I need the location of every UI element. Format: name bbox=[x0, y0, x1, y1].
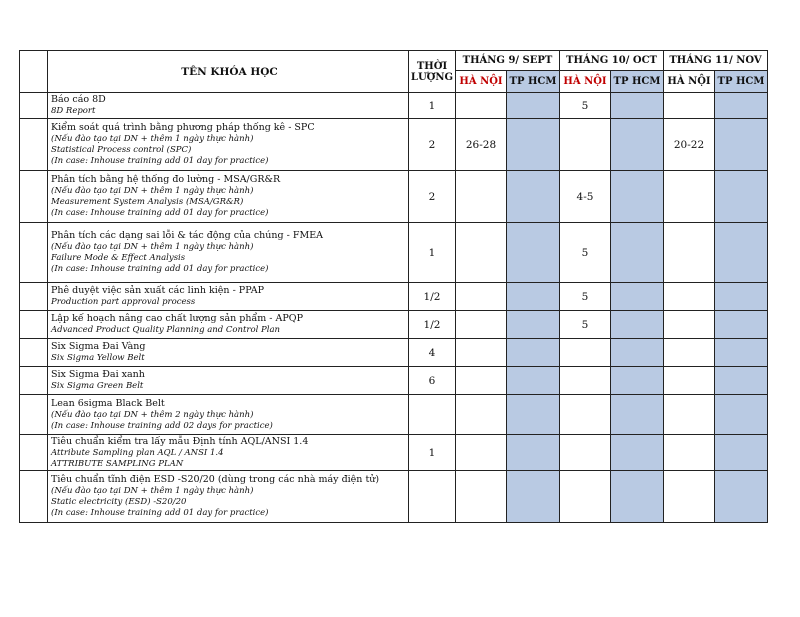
sept-hanoi-cell bbox=[456, 339, 507, 367]
table-row bbox=[20, 311, 768, 339]
course-name-cell bbox=[48, 171, 409, 223]
course-schedule bbox=[19, 50, 768, 523]
duration-cell: 2 bbox=[409, 171, 456, 223]
nov-hcm-cell bbox=[715, 119, 768, 171]
month-header-sept: THÁNG 9/ SEPT bbox=[456, 51, 560, 71]
table-row bbox=[20, 171, 768, 223]
duration-cell: 2 bbox=[409, 119, 456, 171]
oct-hcm-cell bbox=[611, 119, 664, 171]
sept-hcm-cell bbox=[507, 471, 560, 523]
course-name: Phân tích bằng hệ thống đo lường - MSA/GR&R bbox=[51, 174, 281, 185]
course-note: (Nếu đào tạo tại DN + thêm 1 ngày thực hành) bbox=[51, 486, 254, 496]
row-index-cell bbox=[20, 311, 48, 339]
course-name-cell bbox=[48, 471, 409, 523]
row-index-cell bbox=[20, 367, 48, 395]
oct-hcm-cell bbox=[611, 93, 664, 119]
oct-hcm-cell bbox=[611, 471, 664, 523]
month-header-oct: THÁNG 10/ OCT bbox=[560, 51, 664, 71]
nov-hanoi-cell bbox=[664, 93, 715, 119]
city-header-hcm: TP HCM bbox=[507, 71, 560, 93]
sept-hcm-cell bbox=[507, 223, 560, 283]
course-name-cell bbox=[48, 93, 409, 119]
course-note: Measurement System Analysis (MSA/GR&R) bbox=[51, 197, 244, 207]
oct-hcm-cell bbox=[611, 311, 664, 339]
sept-hcm-cell bbox=[507, 395, 560, 435]
nov-hcm-cell bbox=[715, 435, 768, 471]
course-note: Failure Mode & Effect Analysis bbox=[51, 253, 186, 263]
sept-hanoi-cell bbox=[456, 435, 507, 471]
oct-hanoi-cell: 5 bbox=[560, 93, 611, 119]
sept-hcm-cell bbox=[507, 171, 560, 223]
course-note: Advanced Product Quality Planning and Control Plan bbox=[51, 325, 280, 335]
table-row bbox=[20, 119, 768, 171]
table-row bbox=[20, 471, 768, 523]
course-note: (Nếu đào tạo tại DN + thêm 1 ngày thực hành) bbox=[51, 186, 254, 196]
oct-hanoi-cell: 5 bbox=[560, 283, 611, 311]
sept-hcm-cell bbox=[507, 93, 560, 119]
course-name-cell bbox=[48, 119, 409, 171]
row-index-cell bbox=[20, 223, 48, 283]
row-index-cell bbox=[20, 283, 48, 311]
oct-hanoi-cell bbox=[560, 395, 611, 435]
sept-hcm-cell bbox=[507, 435, 560, 471]
course-name: Lean 6sigma Black Belt bbox=[51, 397, 165, 409]
oct-hanoi-cell: 5 bbox=[560, 311, 611, 339]
course-note: Statistical Process control (SPC) bbox=[51, 145, 192, 155]
sept-hcm-cell bbox=[507, 119, 560, 171]
nov-hcm-cell bbox=[715, 471, 768, 523]
sept-hanoi-cell bbox=[456, 171, 507, 223]
row-index-cell bbox=[20, 339, 48, 367]
duration-cell: 4 bbox=[409, 339, 456, 367]
sept-hanoi-cell bbox=[456, 367, 507, 395]
course-name: Tiêu chuẩn kiểm tra lấy mẫu Định tính AQL/ANSI 1.4 bbox=[51, 435, 309, 447]
nov-hcm-cell bbox=[715, 395, 768, 435]
course-note: (In case: Inhouse training add 01 day for practice) bbox=[51, 264, 269, 274]
oct-hcm-cell bbox=[611, 283, 664, 311]
nov-hanoi-cell bbox=[664, 395, 715, 435]
sept-hanoi-cell bbox=[456, 311, 507, 339]
duration-cell: 1 bbox=[409, 93, 456, 119]
course-name-cell bbox=[48, 367, 409, 395]
city-header-hcm: TP HCM bbox=[715, 71, 768, 93]
oct-hanoi-cell bbox=[560, 471, 611, 523]
duration-cell: 1 bbox=[409, 223, 456, 283]
table-row bbox=[20, 93, 768, 119]
index-header bbox=[20, 51, 48, 93]
oct-hcm-cell bbox=[611, 223, 664, 283]
nov-hcm-cell bbox=[715, 311, 768, 339]
course-note: (In case: Inhouse training add 01 day for practice) bbox=[51, 208, 269, 218]
table-row bbox=[20, 223, 768, 283]
nov-hanoi-cell bbox=[664, 171, 715, 223]
nov-hcm-cell bbox=[715, 93, 768, 119]
course-name-cell bbox=[48, 339, 409, 367]
schedule-table bbox=[19, 50, 768, 523]
table-row bbox=[20, 435, 768, 471]
nov-hcm-cell bbox=[715, 223, 768, 283]
oct-hcm-cell bbox=[611, 367, 664, 395]
course-name-cell bbox=[48, 435, 409, 471]
nov-hanoi-cell bbox=[664, 367, 715, 395]
nov-hcm-cell bbox=[715, 283, 768, 311]
oct-hanoi-cell bbox=[560, 119, 611, 171]
nov-hanoi-cell bbox=[664, 283, 715, 311]
table-row bbox=[20, 339, 768, 367]
course-note: (Nếu đào tạo tại DN + thêm 1 ngày thực hành) bbox=[51, 242, 254, 252]
table-row bbox=[20, 283, 768, 311]
course-title-header: TÊN KHÓA HỌC bbox=[48, 51, 409, 93]
course-note: Static electricity (ESD) -S20/20 bbox=[51, 497, 187, 507]
course-name-cell bbox=[48, 395, 409, 435]
nov-hanoi-cell bbox=[664, 435, 715, 471]
sept-hanoi-cell bbox=[456, 395, 507, 435]
course-name-cell bbox=[48, 283, 409, 311]
city-header-hanoi: HÀ NỘI bbox=[560, 71, 611, 93]
sept-hanoi-cell bbox=[456, 93, 507, 119]
duration-cell bbox=[409, 471, 456, 523]
course-note: Six Sigma Green Belt bbox=[51, 381, 144, 391]
course-note: (In case: Inhouse training add 01 day for practice) bbox=[51, 508, 269, 518]
nov-hanoi-cell bbox=[664, 339, 715, 367]
course-note: ATTRIBUTE SAMPLING PLAN bbox=[51, 458, 184, 469]
course-note: Six Sigma Yellow Belt bbox=[51, 353, 145, 363]
sept-hcm-cell bbox=[507, 367, 560, 395]
oct-hanoi-cell: 4-5 bbox=[560, 171, 611, 223]
course-name: Six Sigma Đai Vàng bbox=[51, 341, 146, 352]
sept-hcm-cell bbox=[507, 311, 560, 339]
header-row-months bbox=[20, 51, 768, 71]
duration-cell: 1/2 bbox=[409, 283, 456, 311]
table-row bbox=[20, 367, 768, 395]
oct-hcm-cell bbox=[611, 395, 664, 435]
oct-hanoi-cell bbox=[560, 339, 611, 367]
nov-hanoi-cell: 20-22 bbox=[664, 119, 715, 171]
nov-hanoi-cell bbox=[664, 471, 715, 523]
nov-hanoi-cell bbox=[664, 223, 715, 283]
row-index-cell bbox=[20, 171, 48, 223]
table-row bbox=[20, 395, 768, 435]
sept-hanoi-cell bbox=[456, 223, 507, 283]
course-note: (Nếu đào tạo tại DN + thêm 1 ngày thực hành) bbox=[51, 134, 254, 144]
sept-hanoi-cell: 26-28 bbox=[456, 119, 507, 171]
duration-cell: 1 bbox=[409, 435, 456, 471]
course-name: Phân tích các dạng sai lỗi & tác động của chúng - FMEA bbox=[51, 230, 323, 241]
nov-hcm-cell bbox=[715, 171, 768, 223]
oct-hcm-cell bbox=[611, 171, 664, 223]
oct-hanoi-cell bbox=[560, 435, 611, 471]
row-index-cell bbox=[20, 119, 48, 171]
duration-header: THỜI LƯỢNG bbox=[409, 51, 456, 93]
course-name: Báo cáo 8D bbox=[51, 94, 106, 105]
oct-hcm-cell bbox=[611, 435, 664, 471]
course-name: Lập kế hoạch nâng cao chất lượng sản phẩm - APQP bbox=[51, 313, 303, 324]
sept-hcm-cell bbox=[507, 339, 560, 367]
city-header-hanoi: HÀ NỘI bbox=[664, 71, 715, 93]
course-note: Production part approval process bbox=[51, 297, 196, 307]
row-index-cell bbox=[20, 471, 48, 523]
duration-cell: 6 bbox=[409, 367, 456, 395]
row-index-cell bbox=[20, 395, 48, 435]
duration-cell: 1/2 bbox=[409, 311, 456, 339]
nov-hcm-cell bbox=[715, 367, 768, 395]
course-name: Tiêu chuẩn tĩnh điện ESD -S20/20 (dùng trong các nhà máy điện tử) bbox=[51, 474, 380, 485]
course-name: Phê duyệt việc sản xuất các linh kiện - PPAP bbox=[51, 285, 264, 296]
nov-hanoi-cell bbox=[664, 311, 715, 339]
oct-hanoi-cell bbox=[560, 367, 611, 395]
sept-hanoi-cell bbox=[456, 283, 507, 311]
course-note: Attribute Sampling plan AQL / ANSI 1.4 bbox=[51, 447, 224, 458]
course-name: Six Sigma Đai xanh bbox=[51, 369, 145, 380]
oct-hanoi-cell: 5 bbox=[560, 223, 611, 283]
course-name-cell bbox=[48, 311, 409, 339]
sept-hcm-cell bbox=[507, 283, 560, 311]
nov-hcm-cell bbox=[715, 339, 768, 367]
course-note: (In case: Inhouse training add 02 days for practice) bbox=[51, 420, 273, 431]
month-header-nov: THÁNG 11/ NOV bbox=[664, 51, 768, 71]
city-header-hanoi: HÀ NỘI bbox=[456, 71, 507, 93]
duration-cell bbox=[409, 395, 456, 435]
city-header-hcm: TP HCM bbox=[611, 71, 664, 93]
row-index-cell bbox=[20, 93, 48, 119]
oct-hcm-cell bbox=[611, 339, 664, 367]
course-name: Kiểm soát quá trình bằng phương pháp thống kê - SPC bbox=[51, 122, 315, 133]
course-name-cell bbox=[48, 223, 409, 283]
course-note: (Nếu đào tạo tại DN + thêm 2 ngày thực hành) bbox=[51, 409, 254, 420]
sept-hanoi-cell bbox=[456, 471, 507, 523]
row-index-cell bbox=[20, 435, 48, 471]
course-note: 8D Report bbox=[51, 106, 96, 116]
course-note: (In case: Inhouse training add 01 day for practice) bbox=[51, 156, 269, 166]
